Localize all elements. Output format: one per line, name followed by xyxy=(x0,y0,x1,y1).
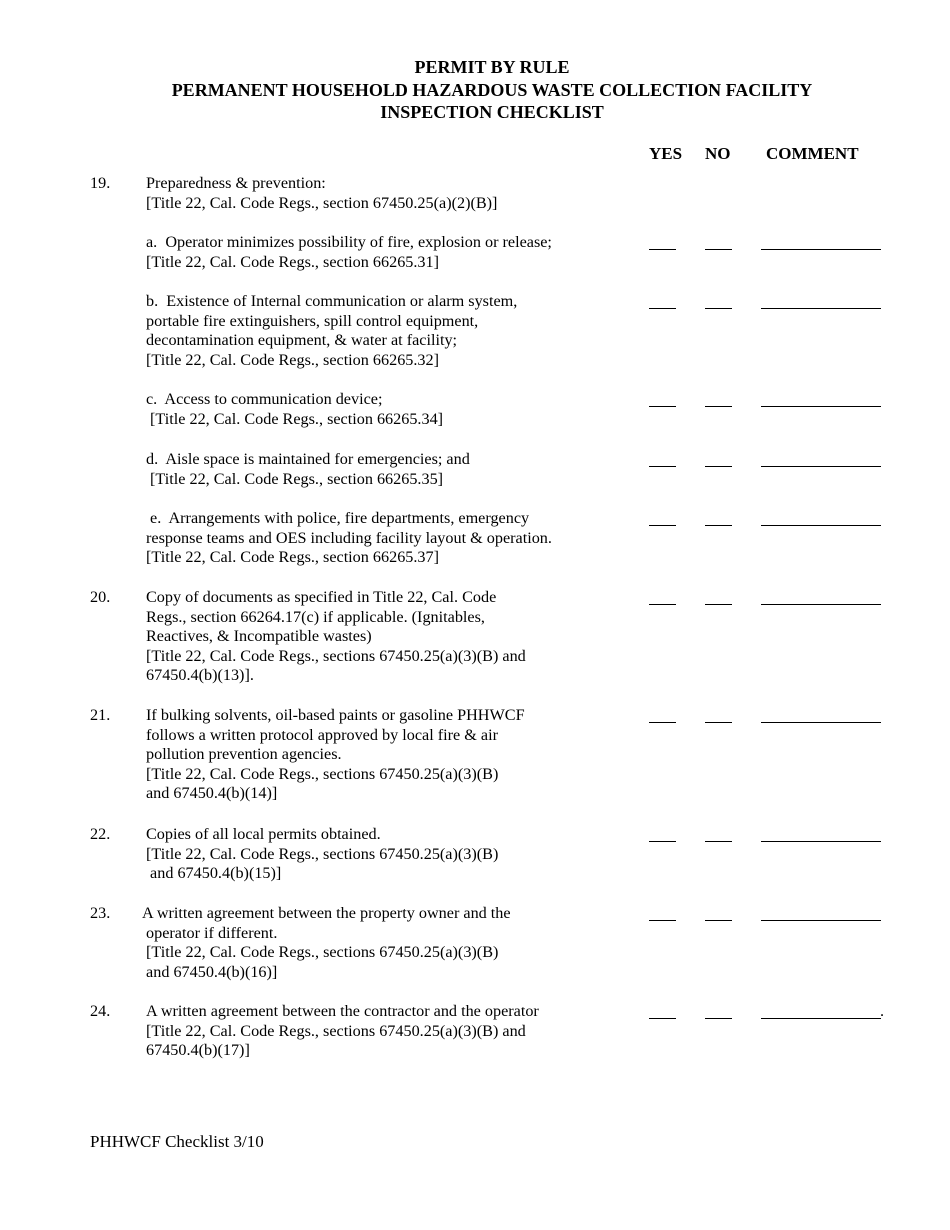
text-line: a. Operator minimizes possibility of fire, explosion or release; xyxy=(146,233,552,251)
yes-answer-blank[interactable] xyxy=(649,920,676,921)
text-line: Regs., section 66264.17(c) if applicable. (Ignitables, xyxy=(146,607,485,626)
item-24-text xyxy=(146,1002,539,1061)
item-number-20: 20. xyxy=(90,588,111,606)
item-number-21: 21. xyxy=(90,706,111,724)
comment-blank[interactable] xyxy=(761,722,881,723)
text-line: [Title 22, Cal. Code Regs., sections 67450.25(a)(3)(B) xyxy=(146,844,499,863)
text-line: [Title 22, Cal. Code Regs., sections 67450.25(a)(3)(B) xyxy=(142,943,499,962)
comment-blank[interactable] xyxy=(761,249,881,250)
comment-column-header: COMMENT xyxy=(766,144,859,163)
text-line: and 67450.4(b)(14)] xyxy=(146,784,278,803)
text-line: [Title 22, Cal. Code Regs., section 66265.34] xyxy=(146,409,444,428)
item-19d-text xyxy=(146,450,470,489)
text-line: operator if different. xyxy=(142,923,278,942)
no-answer-blank[interactable] xyxy=(705,1018,732,1019)
no-answer-blank[interactable] xyxy=(705,525,732,526)
yes-answer-blank[interactable] xyxy=(649,406,676,407)
title-line-1: PERMIT BY RULE xyxy=(414,57,570,77)
comment-blank[interactable] xyxy=(761,466,881,467)
item-number-23: 23. xyxy=(90,904,111,922)
trailing-period: . xyxy=(880,1002,885,1020)
text-line: d. Aisle space is maintained for emergencies; and xyxy=(146,450,470,468)
text-line: response teams and OES including facility layout & operation. xyxy=(146,528,552,547)
text-line: [Title 22, Cal. Code Regs., section 66265.32] xyxy=(146,350,440,369)
no-answer-blank[interactable] xyxy=(705,406,732,407)
title-line-3: INSPECTION CHECKLIST xyxy=(380,102,604,122)
item-22-text xyxy=(146,825,498,884)
yes-answer-blank[interactable] xyxy=(649,525,676,526)
text-line: c. Access to communication device; xyxy=(146,390,383,408)
text-line: Preparedness & prevention: xyxy=(146,174,326,192)
no-answer-blank[interactable] xyxy=(705,722,732,723)
yes-answer-blank[interactable] xyxy=(649,841,676,842)
text-line: 67450.4(b)(17)] xyxy=(146,1041,250,1060)
no-column-header: NO xyxy=(705,144,731,163)
item-19a-text xyxy=(146,233,552,272)
yes-answer-blank[interactable] xyxy=(649,466,676,467)
comment-blank[interactable] xyxy=(761,604,881,605)
comment-blank[interactable] xyxy=(761,920,881,921)
title-line-2: PERMANENT HOUSEHOLD HAZARDOUS WASTE COLLECTION FACILITY xyxy=(171,80,813,100)
text-line: [Title 22, Cal. Code Regs., sections 67450.25(a)(3)(B) and xyxy=(146,1021,526,1040)
yes-column-header: YES xyxy=(649,144,683,163)
item-number-24: 24. xyxy=(90,1002,111,1020)
item-23-text xyxy=(142,904,511,982)
no-answer-blank[interactable] xyxy=(705,920,732,921)
text-line: and 67450.4(b)(16)] xyxy=(142,962,278,981)
text-line: pollution prevention agencies. xyxy=(146,745,342,764)
text-line: portable fire extinguishers, spill control equipment, xyxy=(146,311,479,330)
text-line: e. Arrangements with police, fire departments, emergency xyxy=(146,509,530,527)
comment-blank[interactable] xyxy=(761,1018,881,1019)
text-line: Reactives, & Incompatible wastes) xyxy=(146,627,372,646)
text-line: 67450.4(b)(13)]. xyxy=(146,666,254,685)
text-line: Copy of documents as specified in Title 22, Cal. Code xyxy=(146,588,497,606)
item-number-22: 22. xyxy=(90,825,111,843)
comment-blank[interactable] xyxy=(761,308,881,309)
yes-answer-blank[interactable] xyxy=(649,722,676,723)
comment-blank[interactable] xyxy=(761,841,881,842)
no-answer-blank[interactable] xyxy=(705,466,732,467)
item-19b-text xyxy=(146,292,517,370)
yes-answer-blank[interactable] xyxy=(649,308,676,309)
text-line: A written agreement between the contractor and the operator xyxy=(146,1002,539,1020)
no-answer-blank[interactable] xyxy=(705,249,732,250)
no-answer-blank[interactable] xyxy=(705,841,732,842)
page-footer: PHHWCF Checklist 3/10 xyxy=(90,1132,264,1151)
text-line: A written agreement between the property owner and the xyxy=(142,904,511,922)
text-line: and 67450.4(b)(15)] xyxy=(146,864,282,883)
text-line: [Title 22, Cal. Code Regs., sections 67450.25(a)(3)(B) xyxy=(146,764,499,783)
text-line: Copies of all local permits obtained. xyxy=(146,825,381,843)
yes-answer-blank[interactable] xyxy=(649,604,676,605)
item-19-text xyxy=(146,174,497,213)
no-answer-blank[interactable] xyxy=(705,308,732,309)
no-answer-blank[interactable] xyxy=(705,604,732,605)
yes-answer-blank[interactable] xyxy=(649,1018,676,1019)
comment-blank[interactable] xyxy=(761,406,881,407)
text-line: [Title 22, Cal. Code Regs., sections 67450.25(a)(3)(B) and xyxy=(146,646,526,665)
text-line: If bulking solvents, oil-based paints or gasoline PHHWCF xyxy=(146,706,525,724)
text-line: follows a written protocol approved by local fire & air xyxy=(146,725,498,744)
item-20-text xyxy=(146,588,526,686)
yes-answer-blank[interactable] xyxy=(649,249,676,250)
text-line: decontamination equipment, & water at facility; xyxy=(146,331,458,350)
item-19c-text xyxy=(146,390,443,429)
text-line: [Title 22, Cal. Code Regs., section 66265.37] xyxy=(146,548,440,567)
text-line: [Title 22, Cal. Code Regs., section 66265.35] xyxy=(146,469,444,488)
item-19e-text xyxy=(146,509,552,568)
text-line: [Title 22, Cal. Code Regs., section 67450.25(a)(2)(B)] xyxy=(146,193,498,212)
item-number-19: 19. xyxy=(90,174,111,192)
text-line: b. Existence of Internal communication or alarm system, xyxy=(146,292,518,310)
text-line: [Title 22, Cal. Code Regs., section 66265.31] xyxy=(146,252,440,271)
item-21-text xyxy=(146,706,525,804)
comment-blank[interactable] xyxy=(761,525,881,526)
